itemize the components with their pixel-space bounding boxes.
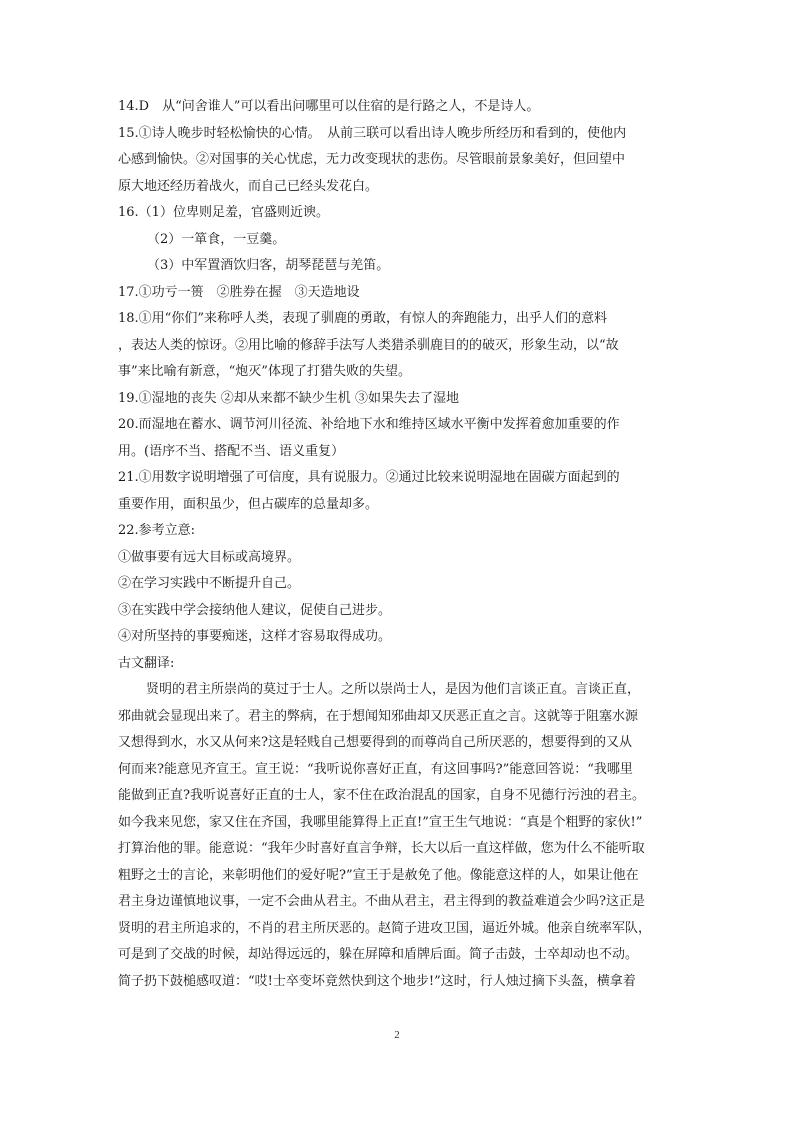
text-line: 用。(语序不当、搭配不当、语义重复）	[118, 443, 345, 459]
text-line: ①做事要有远大目标或高境界。	[118, 549, 301, 565]
text-line: （2）一箪食，一豆羹。	[147, 231, 286, 247]
section-heading: 古文翻译:	[118, 655, 175, 671]
text-line: 能做到正直?我听说喜好正直的士人，家不住在政治混乱的国家，自身不见德行污浊的君主。	[118, 788, 645, 803]
text-line: ③在实践中学会接纳他人建议，促使自己进步。	[118, 602, 392, 618]
text-line: 如今我来见您，家又住在齐国，我哪里能算得上正直!”宣王生气地说：“真是个粗野的家伙!”	[118, 814, 643, 830]
text-line: 16.（1）位卑则足羞，官盛则近谀。	[118, 205, 329, 220]
text-line: 贤明的君主所追求的，不肖的君主所厌恶的。赵简子进攻卫国，逼近外城。他亲自统率军队，	[118, 920, 652, 936]
text-line: 贤明的君主所崇尚的莫过于士人。之所以崇尚士人，是因为他们言谈正直。言谈正直，	[146, 682, 641, 697]
text-line: （3）中军置酒饮归客，胡琴琵琶与羌笛。	[147, 258, 390, 273]
text-line: 事”来比喻有新意，“炮灭”体现了打猎失败的失望。	[118, 364, 411, 379]
text-line: ④对所坚持的事要痴迷，这样才容易取得成功。	[118, 629, 392, 644]
text-line: 14.D 从“问舍谁人”可以看出问哪里可以住宿的是行路之人，不是诗人。	[118, 99, 540, 114]
text-line: 可是到了交战的时候，却站得远远的，躲在屏障和盾牌后面。简子击鼓，士卒却动也不动。	[118, 947, 639, 962]
text-line: 重要作用，面积虽少，但占碳库的总量却多。	[118, 496, 379, 512]
text-line: 何而来?能意见齐宣王。宣王说：“我听说你喜好正直，有这回事吗?”能意回答说：“我哪里	[118, 761, 633, 777]
text-line: ②在学习实践中不断提升自己。	[118, 576, 301, 591]
text-line: 21.①用数字说明增强了可信度，具有说服力。②通过比较来说明湿地在固碳方面起到的	[118, 470, 620, 485]
page-number: 2	[394, 1029, 400, 1041]
text-line: 19.①湿地的丧失 ②却从来都不缺少生机 ③如果失去了湿地	[118, 390, 459, 406]
text-line: 原大地还经历着战火，而自己已经头发花白。	[118, 178, 379, 194]
text-line: 15.①诗人晚步时轻松愉快的心情。 从前三联可以看出诗人晚步所经历和看到的，使他内	[118, 125, 627, 141]
text-line: 君主身边谨慎地议事，一定不会曲从君主。不曲从君主，君主得到的教益难道会少吗?这正是	[118, 894, 645, 909]
answer-text-block	[118, 94, 678, 995]
text-line: 邪曲就会显现出来了。君主的弊病，在于想闻知邪曲却又厌恶正直之言。这就等于阻塞水源	[118, 708, 639, 724]
text-line: ，表达人类的惊讶。②用比喻的修辞手法写人类猎杀驯鹿目的的破灭，形象生动，以“故	[118, 337, 619, 353]
text-line: 22.参考立意:	[118, 523, 196, 538]
text-line: 20.而湿地在蓄水、调节河川径流、补给地下水和维持区域水平衡中发挥着愈加重要的作	[118, 417, 620, 432]
text-line: 粗野之士的言论，来彰明他们的爱好呢?”宣王于是赦免了他。像能意这样的人，如果让他在	[118, 867, 639, 883]
text-line: 简子扔下鼓槌感叹道：“哎!士卒变坏竟然快到这个地步!”这时，行人烛过摘下头盔，横拿着	[118, 973, 636, 989]
text-line: 17.①功亏一篑 ②胜券在握 ③天造地设	[118, 284, 360, 300]
text-line: 心感到愉快。②对国事的关心忧虑，无力改变现状的悲伤。尽管眼前景象美好，但回望中	[118, 152, 626, 167]
text-line: 又想得到水，水又从何来?这是轻贱自己想要得到的而尊尚自己所厌恶的，想要得到的又从	[118, 735, 632, 750]
text-line: 18.①用“你们”来称呼人类，表现了驯鹿的勇敢，有惊人的奔跑能力，出乎人们的意料	[118, 311, 607, 326]
text-line: 打算治他的罪。能意说：“我年少时喜好直言争辩，长大以后一直这样做，您为什么不能听取	[118, 841, 645, 856]
